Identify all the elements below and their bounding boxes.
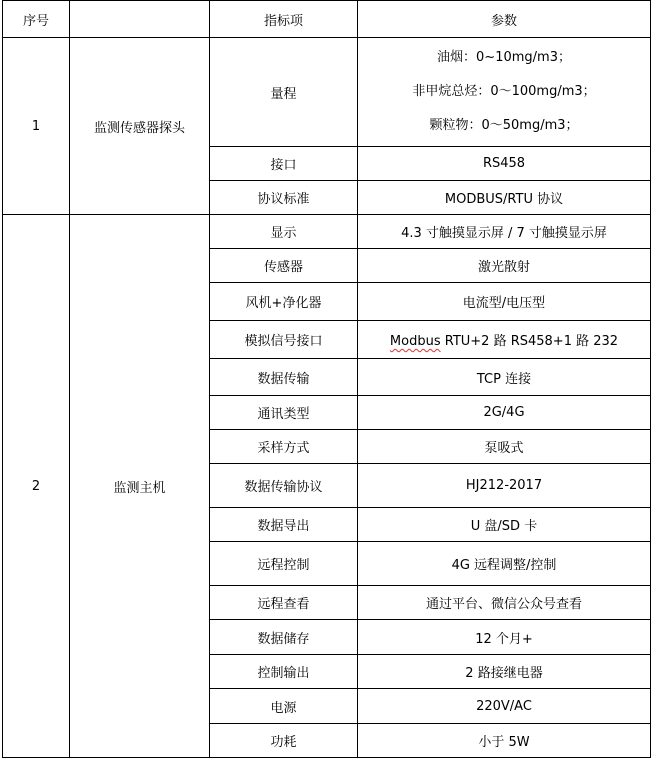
row-item: 远程查看 [210,586,358,620]
table-row [3,38,651,147]
row-param: 激光散射 [358,249,651,283]
section2-group: 监测主机 [70,215,210,758]
header-row [3,1,651,38]
row-param: 4G 远程调整/控制 [358,542,651,586]
row-param: U 盘/SD 卡 [358,508,651,542]
row-param: 12 个月+ [358,620,651,655]
row-param: 2 路接继电器 [358,655,651,689]
row-item: 采样方式 [210,430,358,464]
row-param: 2G/4G [358,396,651,430]
row-item: 控制输出 [210,655,358,689]
interface-text: RTU+2 路 RS458+1 路 232 [440,334,619,349]
row-param: HJ212-2017 [358,464,651,508]
row-item: 风机+净化器 [210,283,358,321]
row-param: 4.3 寸触摸显示屏 / 7 寸触摸显示屏 [358,215,651,249]
row-param: 220V/AC [358,689,651,724]
section2-seq: 2 [3,215,70,758]
range-line-nmhc: 非甲烷总烃：0～100mg/m3； [412,84,596,99]
row-param: 小于 5W [358,724,651,758]
row-item: 显示 [210,215,358,249]
row-param: RS458 [358,147,651,181]
row-param: 电流型/电压型 [358,283,651,321]
row-item: 量程 [210,38,358,147]
row-param: MODBUS/RTU 协议 [358,181,651,215]
row-item: 电源 [210,689,358,724]
row-item: 数据传输 [210,359,358,396]
row-item: 数据储存 [210,620,358,655]
table-row [3,215,651,249]
row-item: 传感器 [210,249,358,283]
range-line-pm: 颗粒物：0～50mg/m3； [429,118,579,133]
row-param: 泵吸式 [358,430,651,464]
section1-group: 监测传感器探头 [70,38,210,215]
row-item: 接口 [210,147,358,181]
row-item: 协议标准 [210,181,358,215]
modbus-text: Modbus [389,334,441,349]
row-item: 数据导出 [210,508,358,542]
row-item: 数据传输协议 [210,464,358,508]
spec-table [2,0,651,758]
header-seq: 序号 [3,1,70,38]
row-item: 通讯类型 [210,396,358,430]
section1-seq: 1 [3,38,70,215]
row-item: 模拟信号接口 [210,321,358,359]
row-param [358,321,651,359]
row-item: 功耗 [210,724,358,758]
range-line-oil: 油烟：0~10mg/m3； [437,50,571,65]
header-item: 指标项 [210,1,358,38]
row-item: 远程控制 [210,542,358,586]
header-group [70,1,210,38]
row-param: TCP 连接 [358,359,651,396]
row-param [358,38,651,147]
row-param: 通过平台、微信公众号查看 [358,586,651,620]
header-param: 参数 [358,1,651,38]
